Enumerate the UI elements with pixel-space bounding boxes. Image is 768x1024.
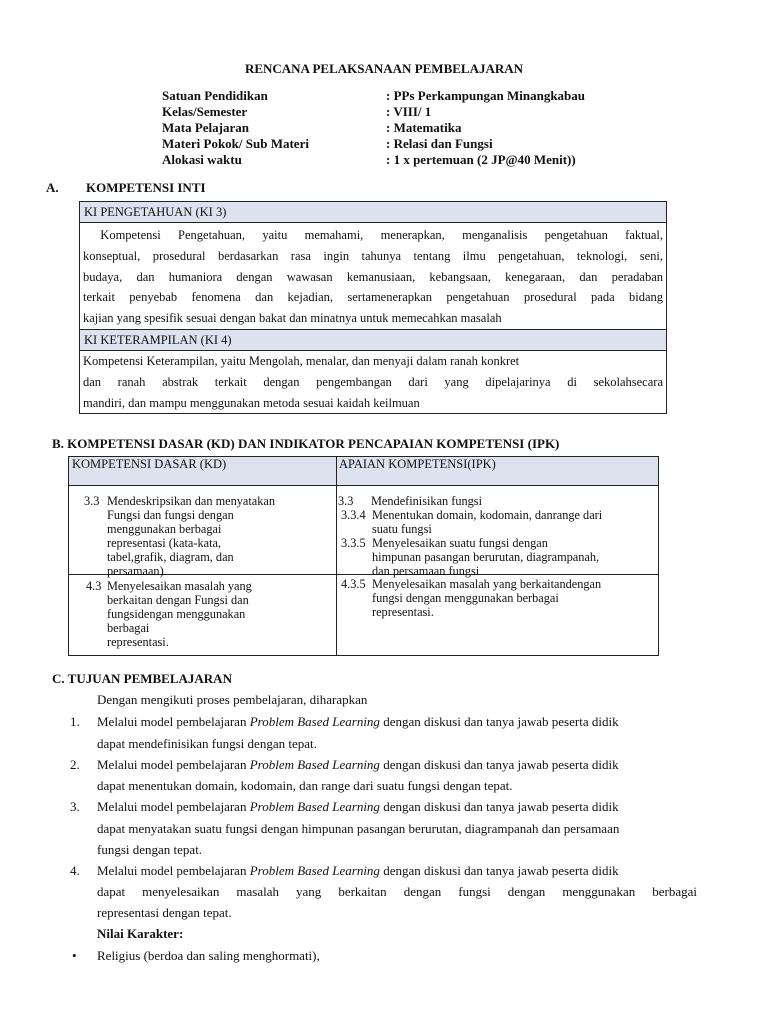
goal-4-line-2: dapat menyelesaikan masalah yang berkaitan dengan fungsi dengan menggunakan berbagai (97, 884, 697, 899)
ipk-text-line: Menyelesaikan suatu fungsi dengan (372, 536, 548, 550)
goal-suffix: dengan diskusi dan tanya jawab peserta didik (379, 714, 619, 729)
identity-label-topic: Materi Pokok/ Sub Materi (162, 136, 309, 151)
goals-intro: Dengan mengikuti proses pembelajaran, diharapkan (97, 692, 368, 707)
ipk-cell-4-3 (337, 575, 659, 656)
ki3-line: kajian yang spesifik sesuai dengan bakat dan minatnya untuk memecahkan masalah (83, 311, 502, 326)
goal-1-line-2: dapat mendefinisikan fungsi dengan tepat. (97, 736, 317, 751)
ki4-header: KI KETERAMPILAN (KI 4) (80, 330, 667, 351)
ipk-text-line: representasi. (372, 605, 434, 619)
goal-2-line-1 (97, 757, 697, 773)
kd-text-line: Mendeskripsikan dan menyatakan (107, 494, 276, 508)
identity-label-class: Kelas/Semester (162, 104, 248, 119)
ipk-cell-3-3 (337, 486, 659, 578)
kd-text-line: representasi (kata-kata, (107, 536, 222, 550)
goal-model: Problem Based Learning (249, 799, 380, 814)
kd-number: 4.3 (86, 579, 102, 593)
identity-value-school: : PPs Perkampungan Minangkabau (386, 88, 586, 103)
goal-prefix: Melalui model pembelajaran (97, 757, 250, 772)
kd-text-line: representasi. (107, 635, 169, 649)
goal-number: 2. (70, 757, 80, 772)
ki4-body (80, 351, 667, 414)
kd-text-line: fungsidengan menggunakan (107, 607, 246, 621)
goal-prefix: Melalui model pembelajaran (97, 714, 250, 729)
goal-number: 1. (70, 714, 80, 729)
ipk-number: 4.3.5 (341, 577, 366, 591)
bullet-icon: • (72, 948, 77, 963)
ki4-line: Kompetensi Keterampilan, yaitu Mengolah, menalar, dan menyaji dalam ranah konkret (83, 354, 520, 368)
goal-3-line-2: dapat menyatakan suatu fungsi dengan himpunan pasangan berurutan, diagrampanah dan persamaan (97, 821, 620, 836)
ki3-line: konseptual, prosedural berdasarkan rasa ingin tahunya tentang ilmu pengetahuan, teknologi, seni, (83, 248, 663, 263)
goal-suffix: dengan diskusi dan tanya jawab peserta didik (379, 757, 619, 772)
kd-text-line: persamaan) (107, 564, 164, 578)
kd-text-line: berkaitan dengan Fungsi dan (107, 593, 249, 607)
kd-table (68, 456, 659, 656)
nilai-karakter-label: Nilai Karakter: (97, 926, 184, 941)
goal-number: 4. (70, 863, 80, 878)
ki3-header: KI PENGETAHUAN (KI 3) (80, 202, 667, 223)
goal-2-line-2: dapat menentukan domain, kodomain, dan range dari suatu fungsi dengan tepat. (97, 778, 513, 793)
goal-3-line-1 (97, 799, 697, 815)
section-c-heading: C. TUJUAN PEMBELAJARAN (52, 671, 232, 686)
goal-number: 3. (70, 799, 80, 814)
kd-cell-4-3 (69, 575, 337, 656)
section-a-heading: KOMPETENSI INTI (86, 180, 206, 195)
ipk-text-line: Menyelesaikan masalah yang berkaitandengan (372, 577, 602, 591)
goal-3-line-3: fungsi dengan tepat. (97, 842, 203, 857)
ki3-line: terkait penyebab fenomena dan kejadian, sertamenerapkan pengetahuan prosedural pada bidang (83, 290, 663, 305)
document-title: RENCANA PELAKSANAAN PEMBELAJARAN (244, 61, 524, 76)
section-b-heading: B. KOMPETENSI DASAR (KD) DAN INDIKATOR PENCAPAIAN KOMPETENSI (IPK) (52, 436, 560, 451)
kd-column-header: KOMPETENSI DASAR (KD) (69, 457, 337, 486)
goal-suffix: dengan diskusi dan tanya jawab peserta didik (379, 863, 619, 878)
ki3-line: budaya, dan humaniora dengan wawasan kemanusiaan, kebangsaan, kenegaraan, dan peradaban (83, 269, 663, 284)
kd-text-line: Menyelesaikan masalah yang (107, 579, 252, 593)
identity-label-school: Satuan Pendidikan (162, 88, 268, 103)
kd-text-line: tabel,grafik, diagram, dan (107, 550, 234, 564)
goal-4-line-1 (97, 863, 697, 879)
ipk-number: 3.3.5 (341, 536, 366, 550)
kd-text-line: menggunakan berbagai (107, 522, 222, 536)
identity-label-time: Alokasi waktu (162, 152, 242, 167)
ipk-text-line: Mendefinisikan fungsi (371, 494, 482, 508)
ipk-text-line: himpunan pasangan berurutan, diagrampanah, (372, 550, 600, 564)
identity-value-class: : VIII/ 1 (386, 104, 432, 119)
goal-model: Problem Based Learning (249, 863, 380, 878)
kd-cell-3-3 (69, 486, 337, 578)
identity-label-subject: Mata Pelajaran (162, 120, 250, 135)
goal-1-line-1 (97, 714, 697, 730)
ipk-text-line: dan persamaan fungsi (372, 564, 480, 578)
kd-number: 3.3 (84, 494, 100, 508)
identity-value-subject: : Matematika (386, 120, 462, 135)
ki-table (79, 201, 667, 414)
goal-4-line-3: representasi dengan tepat. (97, 905, 232, 920)
ipk-text-line: fungsi dengan menggunakan berbagai (372, 591, 559, 605)
goal-prefix: Melalui model pembelajaran (97, 863, 250, 878)
ki3-body (80, 223, 667, 330)
ki4-line: dan ranah abstrak terkait dengan pengembangan dari yang dipelajarinya di sekolahsecara (83, 374, 663, 389)
ipk-number: 3.3 (338, 494, 354, 508)
value-item: Religius (berdoa dan saling menghormati), (97, 948, 320, 963)
ipk-column-header: APAIAN KOMPETENSI(IPK) (337, 457, 659, 486)
goal-prefix: Melalui model pembelajaran (97, 799, 250, 814)
ki3-line: Kompetensi Pengetahuan, yaitu memahami, menerapkan, menganalisis pengetahuan faktual, (83, 228, 663, 242)
kd-text-line: Fungsi dan fungsi dengan (107, 508, 234, 522)
section-a-letter: A. (46, 180, 59, 195)
goal-model: Problem Based Learning (249, 714, 380, 729)
ipk-text-line: Menentukan domain, kodomain, danrange dari (372, 508, 603, 522)
ki4-line: mandiri, dan mampu menggunakan metoda sesuai kaidah keilmuan (83, 395, 420, 410)
goal-suffix: dengan diskusi dan tanya jawab peserta didik (379, 799, 619, 814)
ipk-text-line: suatu fungsi (372, 522, 432, 536)
kd-text-line: berbagai (107, 621, 150, 635)
ipk-number: 3.3.4 (341, 508, 366, 522)
identity-value-time: : 1 x pertemuan (2 JP@40 Menit)) (386, 152, 576, 167)
goal-model: Problem Based Learning (249, 757, 380, 772)
identity-value-topic: : Relasi dan Fungsi (386, 136, 493, 151)
